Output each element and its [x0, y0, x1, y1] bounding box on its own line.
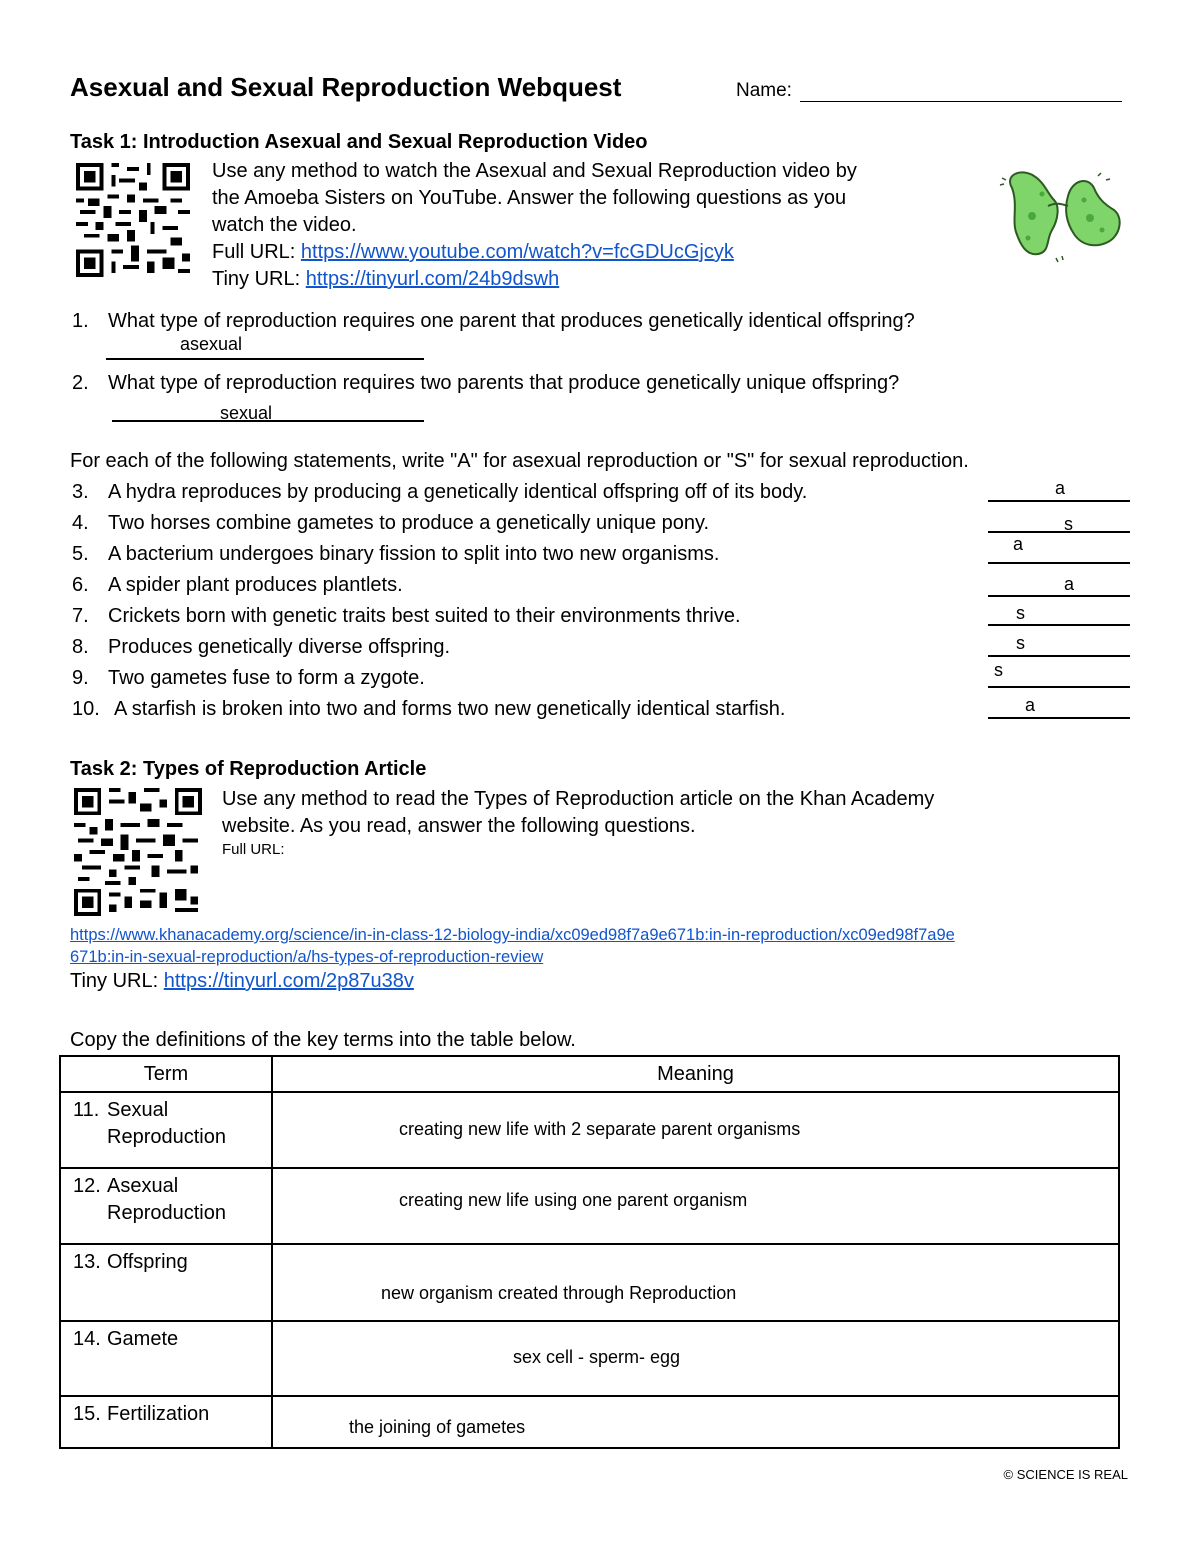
name-field-line[interactable]: [800, 101, 1122, 102]
instruction-line: the Amoeba Sisters on YouTube. Answer the following questions as you: [212, 187, 847, 209]
meaning-answer: creating new life with 2 separate parent organisms: [399, 1119, 801, 1139]
statement-item: [72, 510, 709, 537]
question-number: 1.: [72, 310, 89, 332]
meaning-cell[interactable]: [272, 1244, 1119, 1321]
statement-text: A starfish is broken into two and forms two new genetically identical starfish.: [114, 698, 786, 720]
statement-answer: s: [994, 660, 1003, 680]
statement-answer: a: [1025, 695, 1036, 715]
khan-full-url-link[interactable]: https://www.khanacademy.org/science/in-in-class-12-biology-india/xc09ed98f7a9e671b:in-in-reproduction/xc09ed98f7a9e: [70, 926, 955, 944]
meaning-answer: new organism created through Reproduction: [381, 1283, 737, 1303]
meaning-answer: the joining of gametes: [349, 1417, 526, 1437]
statement-number: 3.: [72, 481, 89, 503]
instruction-line: watch the video.: [212, 214, 357, 236]
task1-heading: Task 1: Introduction Asexual and Sexual Reproduction Video: [70, 131, 648, 153]
statement-answer-line[interactable]: [988, 562, 1130, 564]
statement-text: Two gametes fuse to form a zygote.: [108, 667, 425, 689]
table-row: [60, 1321, 1119, 1396]
page-title: Asexual and Sexual Reproduction Webquest: [70, 72, 622, 102]
statement-number: 6.: [72, 574, 89, 596]
term-line: Reproduction: [107, 1202, 226, 1224]
meaning-cell[interactable]: [272, 1321, 1119, 1396]
statement-number: 5.: [72, 543, 89, 565]
statement-answer: a: [1013, 534, 1024, 554]
meaning-answer: sex cell - sperm- egg: [513, 1347, 681, 1367]
full-url-row: [212, 239, 857, 266]
table-row: [60, 1168, 1119, 1244]
statement-number: 9.: [72, 667, 89, 689]
amoeba-illustration: [998, 160, 1126, 268]
statement-item: [72, 696, 785, 723]
statement-text: A spider plant produces plantlets.: [108, 574, 403, 596]
statement-answer: s: [1016, 633, 1025, 653]
term-line: Offspring: [107, 1251, 188, 1273]
statement-text: A bacterium undergoes binary fission to split into two new organisms.: [108, 543, 720, 565]
term-cell: [60, 1396, 272, 1448]
table-row: [60, 1092, 1119, 1168]
statement-item: [72, 572, 403, 599]
statement-answer: s: [1064, 514, 1073, 534]
meaning-answer: creating new life using one parent organism: [399, 1190, 748, 1210]
statement-answer-line[interactable]: [988, 686, 1130, 688]
youtube-tiny-url-link[interactable]: https://tinyurl.com/24b9dswh: [305, 268, 560, 290]
table-row: [60, 1244, 1119, 1321]
question-1-answer-line[interactable]: [106, 358, 424, 360]
khan-full-url: [70, 924, 955, 968]
term-line: Sexual: [107, 1099, 169, 1121]
term-line: Asexual: [107, 1175, 179, 1197]
question-text: What type of reproduction requires one parent that produces genetically identical offspring?: [108, 310, 915, 332]
statement-answer: a: [1055, 478, 1066, 498]
term-line: Gamete: [107, 1328, 179, 1350]
meaning-cell[interactable]: [272, 1168, 1119, 1244]
qr-code-icon: [76, 163, 190, 277]
table-row: [60, 1396, 1119, 1448]
statement-number: 4.: [72, 512, 89, 534]
question-1-answer: asexual: [180, 334, 243, 354]
term-number: 11.: [73, 1099, 100, 1121]
term-number: 13.: [73, 1251, 101, 1273]
statement-answer-line[interactable]: [988, 531, 1130, 533]
khan-tiny-url-link[interactable]: https://tinyurl.com/2p87u38v: [163, 970, 414, 992]
statement-intro: For each of the following statements, write "A" for asexual reproduction or "S" for sexual reproduction.: [70, 450, 969, 472]
name-label: Name:: [736, 80, 792, 101]
term-number: 15.: [73, 1403, 101, 1425]
instruction-line: Use any method to watch the Asexual and Sexual Reproduction video by: [212, 160, 857, 182]
youtube-full-url-link[interactable]: https://www.youtube.com/watch?v=fcGDUcGjcyk: [300, 241, 734, 263]
term-number: 14.: [73, 1328, 101, 1350]
term-cell: [60, 1244, 272, 1321]
copyright-footer: © SCIENCE IS REAL: [1003, 1467, 1128, 1482]
statement-text: Two horses combine gametes to produce a genetically unique pony.: [108, 512, 710, 534]
question-2: [72, 370, 899, 397]
tiny-url-label: Tiny URL:: [212, 268, 306, 290]
column-header-term: Term: [60, 1056, 272, 1092]
statement-text: A hydra reproduces by producing a genetically identical offspring off of its body.: [108, 481, 808, 503]
term-line: Fertilization: [107, 1403, 210, 1425]
tiny-url-row: [212, 266, 857, 293]
meaning-cell[interactable]: [272, 1396, 1119, 1448]
table-header-row: [60, 1056, 1119, 1092]
statement-number: 7.: [72, 605, 89, 627]
question-text: What type of reproduction requires two parents that produce genetically unique offspring?: [108, 372, 900, 394]
question-1: [72, 308, 915, 335]
statement-item: [72, 541, 719, 568]
statement-text: Produces genetically diverse offspring.: [108, 636, 451, 658]
task2-heading: Task 2: Types of Reproduction Article: [70, 758, 427, 780]
key-terms-table: [59, 1055, 1120, 1449]
statement-item: [72, 603, 741, 630]
instruction-line: website. As you read, answer the following questions.: [222, 815, 696, 837]
full-url-label: Full URL:: [222, 841, 285, 858]
statement-number: 10.: [72, 698, 100, 720]
tiny-url-row: [70, 968, 414, 995]
term-line: Reproduction: [107, 1126, 226, 1148]
statement-answer-line[interactable]: [988, 595, 1130, 597]
statement-number: 8.: [72, 636, 89, 658]
statement-item: [72, 479, 807, 506]
table-intro: Copy the definitions of the key terms into the table below.: [70, 1029, 576, 1051]
statement-answer-line[interactable]: [988, 624, 1130, 626]
statement-item: [72, 665, 425, 692]
statement-text: Crickets born with genetic traits best suited to their environments thrive.: [108, 605, 741, 627]
statement-answer: a: [1064, 574, 1075, 594]
tiny-url-label: Tiny URL:: [70, 970, 164, 992]
term-cell: [60, 1168, 272, 1244]
statement-item: [72, 634, 450, 661]
term-cell: [60, 1321, 272, 1396]
statement-answer-line[interactable]: [988, 717, 1130, 719]
question-number: 2.: [72, 372, 89, 394]
question-2-answer: sexual: [220, 403, 273, 423]
khan-full-url-link-continued[interactable]: 671b:in-in-sexual-reproduction/a/hs-types-of-reproduction-review: [70, 948, 544, 966]
question-2-answer-line[interactable]: [112, 420, 424, 422]
term-cell: [60, 1092, 272, 1168]
column-header-meaning: Meaning: [272, 1056, 1119, 1092]
instruction-line: Use any method to read the Types of Reproduction article on the Khan Academy: [222, 788, 935, 810]
statement-answer-line[interactable]: [988, 655, 1130, 657]
statement-answer: s: [1016, 603, 1025, 623]
full-url-label: Full URL:: [212, 241, 301, 263]
task2-instructions: [222, 786, 934, 840]
term-number: 12.: [73, 1175, 101, 1197]
task1-instructions: [212, 158, 857, 293]
qr-code-icon: [74, 788, 202, 916]
statement-answer-line[interactable]: [988, 500, 1130, 502]
meaning-cell[interactable]: [272, 1092, 1119, 1168]
